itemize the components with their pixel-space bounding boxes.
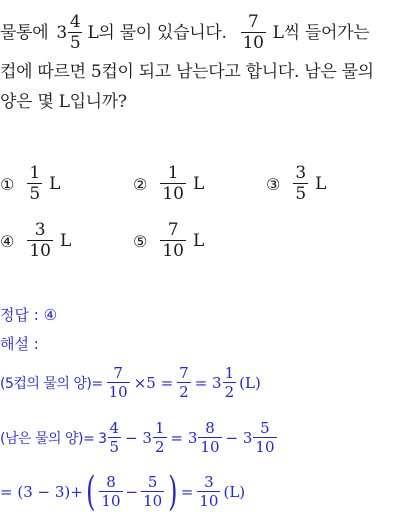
option-2[interactable] — [133, 165, 204, 203]
option-fraction: $\frac{3}{5}$ — [295, 163, 307, 204]
option-marker: ② — [133, 174, 148, 194]
fraction: $\frac{7}{10}$ — [108, 364, 128, 401]
option-unit: L — [192, 174, 205, 194]
option-5[interactable] — [133, 222, 204, 260]
option-marker: ④ — [0, 231, 15, 251]
explanation-label: 해설 : — [0, 335, 39, 353]
fraction: $\frac{5}{10}$ — [255, 419, 275, 456]
option-marker: ① — [0, 174, 15, 194]
option-1[interactable] — [0, 165, 60, 203]
option-unit: L — [315, 174, 327, 194]
question-text-b: L의 물이 있습니다. — [87, 23, 227, 43]
fraction-7-10: $\frac{7}{10}$ — [242, 12, 264, 53]
fraction: $\frac{7}{2}$ — [179, 364, 189, 401]
right-paren: ) — [168, 469, 178, 515]
left-paren: ( — [85, 469, 96, 515]
option-fraction: $\frac{1}{5}$ — [29, 163, 41, 204]
option-fraction: $\frac{1}{10}$ — [162, 163, 184, 204]
fraction: $\frac{4}{5}$ — [109, 419, 120, 456]
question-text-c: L씩 들어가는 — [272, 23, 370, 43]
solution-line-3: = (3 − 3)+ ( $\frac{8}{10}$ − $\frac{5}{10}$ ) = $\frac{3}{10}$ (L) — [0, 469, 246, 515]
option-4[interactable] — [0, 222, 71, 260]
mixed-number-3-4-5: 3 $\frac{4}{5}$ — [56, 12, 81, 53]
option-unit: L — [59, 231, 72, 251]
option-unit: L — [192, 231, 205, 251]
question-line-1 — [0, 14, 369, 52]
option-unit: L — [49, 174, 61, 194]
option-marker: ⑤ — [133, 231, 148, 251]
option-3[interactable] — [266, 165, 326, 203]
option-fraction: $\frac{3}{10}$ — [29, 220, 51, 261]
option-marker: ③ — [266, 174, 281, 194]
option-fraction: $\frac{7}{10}$ — [162, 220, 184, 261]
question-text-a: 물통에 — [0, 23, 49, 43]
solution-line-1: (5컵의 물의 양)= $\frac{7}{10}$ ×5 = $\frac{7}{2}$ = 3 $\frac{1}{2}$ (L) — [0, 364, 261, 401]
question-line-2: 컵에 따르면 5컵이 되고 남는다고 합니다. 남은 물의 — [0, 62, 374, 82]
fraction: $\frac{1}{2}$ — [224, 364, 235, 401]
question-line-3: 양은 몇 L입니까? — [0, 92, 127, 112]
fraction: $\frac{8}{10}$ — [101, 473, 121, 510]
fraction: $\frac{3}{10}$ — [199, 473, 219, 510]
solution-line-2: (남은 물의 양)= 3 $\frac{4}{5}$ − 3 $\frac{1}{2}$ = 3 $\frac{8}{10}$ − 3 $\frac{5}{10}$ — [0, 419, 275, 456]
fraction: $\frac{1}{2}$ — [154, 419, 165, 456]
answer-label: 정답 : ④ — [0, 306, 58, 324]
fraction: $\frac{8}{10}$ — [200, 419, 220, 456]
fraction-4-5: $\frac{4}{5}$ — [69, 12, 81, 53]
fraction: $\frac{5}{10}$ — [143, 473, 163, 510]
